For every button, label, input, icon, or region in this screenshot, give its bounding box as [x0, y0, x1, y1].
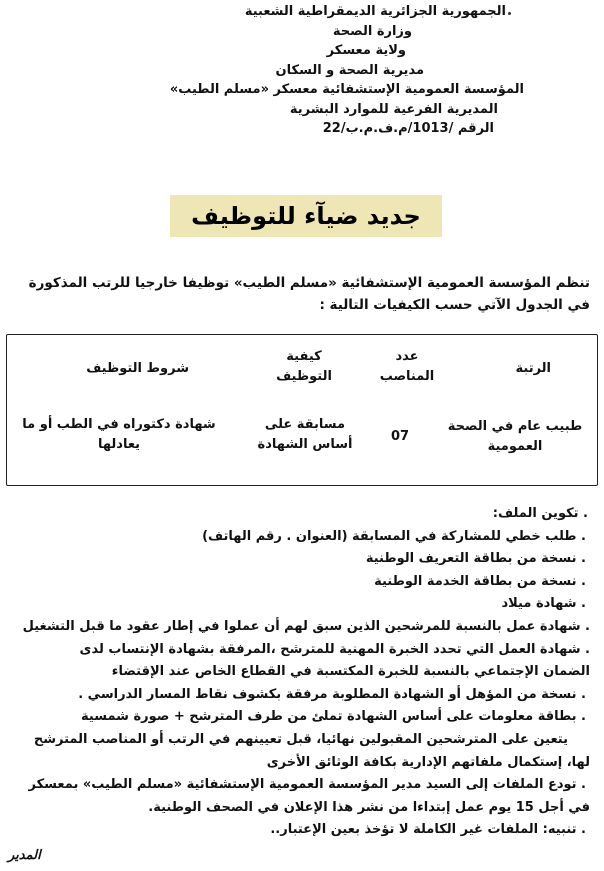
cell-count: 07	[390, 429, 410, 444]
list-item: . شهادة عمل بالنسبة للمرشحين الذين سبق لهم أن عملوا في إطار عقود ما قبل التشغيل	[22, 618, 590, 634]
list-item: . نسخة من بطاقة التعريف الوطنية	[365, 551, 586, 567]
official-header	[54, 2, 524, 139]
header-ministry: وزارة الصحة	[332, 23, 412, 39]
intro-line: تنظم المؤسسة العمومية الإستشفائية «مسلم الطيب» توظيفا خارجيا للرتب المذكورة	[28, 275, 590, 291]
cell-conditions: شهادة دكتوراه في الطب أو ما يعادلها	[22, 417, 216, 452]
deposit-line: في أجل 15 يوم عمل إبتداءا من نشر هذا الإعلان في الصحف الوطنية.	[148, 799, 590, 815]
intro-line: في الجدول الآتي حسب الكيفيات التالية :	[319, 297, 590, 313]
file-requirements	[0, 503, 590, 842]
signature-director: المدير	[8, 848, 41, 863]
note-line: لها، إستكمال ملفاتهم الإدارية بكافة الوثائق الأخرى	[266, 754, 590, 770]
list-item-continuation: الضمان الإجتماعي بالنسبة للخبرة المكتسبة في القطاع الخاص عند الإقتضاء	[111, 664, 590, 680]
list-item: . نسخة من بطاقة الخدمة الوطنية	[374, 573, 586, 589]
deposit-line: . تودع الملفات إلى السيد مدير المؤسسة العمومية الإستشفائية «مسلم الطيب» بمعسكر	[28, 777, 586, 793]
header-institution: المؤسسة العمومية الإستشفائية معسكر «مسلم الطيب»	[169, 82, 524, 97]
header-conditions: شروط التوظيف	[86, 361, 189, 376]
intro-paragraph	[6, 272, 590, 316]
positions-table	[6, 334, 598, 486]
header-rank: الرتبة	[515, 361, 551, 376]
list-item: . شهادة العمل التي تحدد الخبرة المهنية للمترشح ،المرفقة بشهادة الإنتساب لدى	[79, 641, 590, 657]
section-title: . تكوين الملف:	[492, 506, 588, 521]
header-republic: الجمهورية الجزائرية الديمقراطية الشعبية	[244, 4, 506, 19]
header-reference-number: الرقم /1013/م.ف.م.ب/22	[322, 121, 494, 136]
list-item: . بطاقة معلومات على أساس الشهادة تملئ من طرف المترشح + صورة شمسية	[81, 709, 586, 725]
list-item: . نسخة من المؤهل أو الشهادة المطلوبة مرفقة بكشوف نقاط المسار الدراسي .	[78, 686, 586, 702]
list-item: . شهادة ميلاد	[501, 596, 586, 612]
header-directorate: مديرية الصحة و السكان	[275, 62, 424, 78]
recruitment-banner	[170, 195, 442, 237]
cell-method: مسابقة على أساس الشهادة	[257, 417, 353, 452]
warning-line: . تنبيه: الملفات غير الكاملة لا تؤخذ بعين الإعتبار..	[270, 822, 586, 838]
header-wilaya: ولاية معسكر	[326, 43, 406, 58]
note-line: يتعين على المترشحين المقبولين نهائيا، قبل تعيينهم في الرتب أو المناصب المترشح	[33, 731, 568, 747]
banner-title: جديد ضيآء للتوظيف	[191, 202, 421, 230]
list-item: . طلب خطي للمشاركة في المسابقة (العنوان . رقم الهاتف)	[202, 528, 586, 544]
header-count: عدد المناصب	[379, 349, 435, 384]
header-subdirectorate: المديرية الفرعية للموارد البشرية	[289, 101, 498, 117]
header-method: كيفية التوظيف	[276, 349, 332, 384]
cell-rank: طبيب عام في الصحة العمومية	[447, 419, 583, 454]
